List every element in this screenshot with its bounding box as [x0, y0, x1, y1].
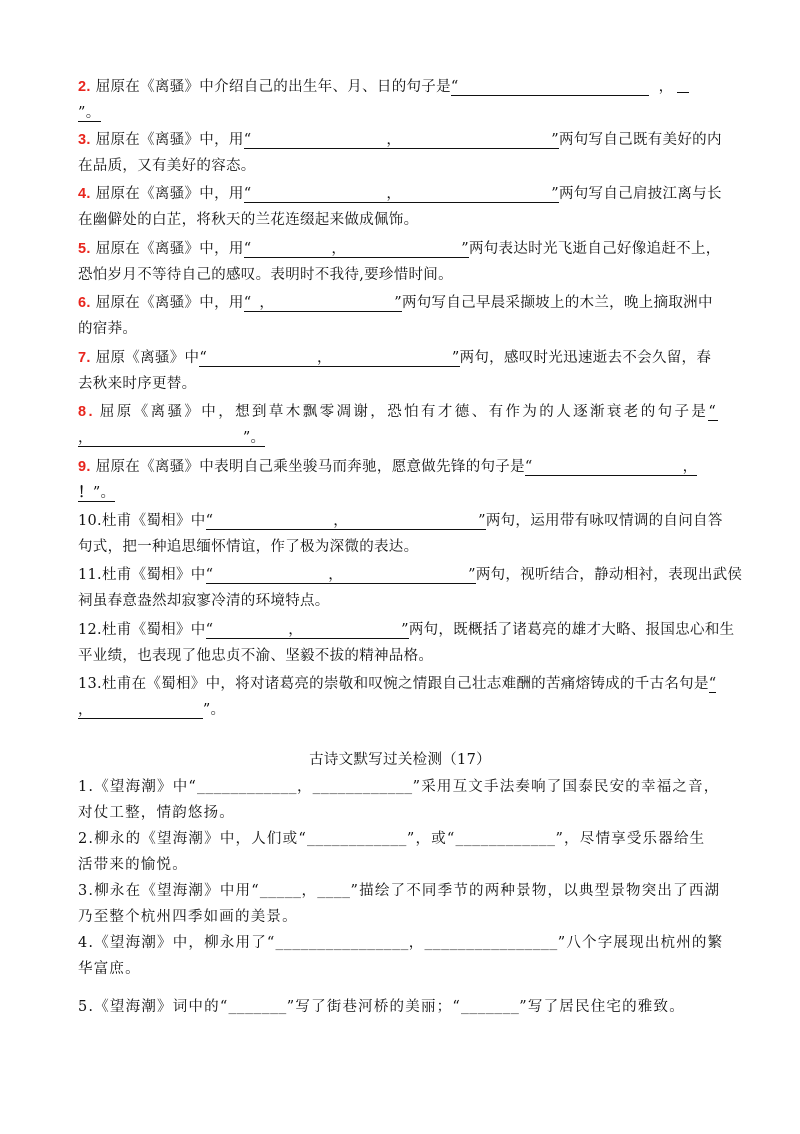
question-text: 5.《望海潮》词中的“ — [78, 999, 229, 1015]
answer-blank: ____________ — [197, 780, 297, 795]
question-number: 9. — [78, 459, 91, 475]
question-text: 两句表达时光飞逝自己好像追赶不上， — [468, 241, 721, 257]
answer-blank: ， — [78, 702, 203, 719]
question-text: 屈原在《离骚》中介绍自己的出生年、月、日的句子是 — [95, 79, 451, 95]
answer-blank: “ ， ” — [243, 132, 559, 148]
answer-blank: ！”。 — [78, 484, 116, 501]
question-4 — [78, 181, 728, 233]
question-number: 6. — [78, 295, 91, 311]
question-text: 恐怕岁月不等待自己的感叹。表明时不我待,要珍惜时间。 — [78, 267, 453, 283]
question-text: ”采用互文手法奏响了国泰民安的幸福之音， — [412, 779, 720, 795]
question-text: 乃至整个杭州四季如画的美景。 — [78, 909, 298, 925]
question-text: ”八个字展现出杭州的繁 — [557, 935, 724, 951]
question-5 — [78, 236, 728, 288]
question-text: 屈原在《离骚》中，用 — [95, 241, 244, 257]
question-number: 11. — [78, 567, 102, 583]
question-2 — [78, 74, 728, 126]
separator: ， — [408, 935, 425, 951]
question-text: 祠虽春意盎然却寂寥冷清的环境特点。 — [78, 593, 330, 609]
section2-question-4 — [78, 930, 728, 982]
question-9 — [78, 454, 728, 506]
question-number: 5. — [78, 241, 91, 257]
answer-blank: ， ”。 — [78, 430, 266, 446]
answer-blank: “ — [708, 404, 719, 420]
answer-blank: _____ — [259, 884, 302, 899]
question-text: 两句，运用带有咏叹情调的自问自答 — [485, 513, 723, 529]
question-text: 两句，感叹时光迅速逝去不会久留，春 — [459, 350, 712, 366]
section-title: 古诗文默写过关检测（17） — [309, 752, 491, 768]
section2-question-5 — [78, 994, 728, 1020]
question-text: 屈原在《离骚》中，用 — [95, 186, 244, 202]
question-12 — [78, 617, 735, 669]
question-text: ”描绘了不同季节的两种景物，以典型景物突出了西湖 — [350, 883, 721, 899]
separator: ， — [296, 779, 313, 795]
question-text: ”。 — [202, 702, 226, 718]
question-text: 杜甫在《蜀相》中，将对诸葛亮的崇敬和叹惋之情跟自己壮志难酬的苦痛熔铸成的千古名句是 — [101, 676, 709, 692]
question-text: 屈原在《离骚》中，用 — [95, 132, 244, 148]
answer-blank: ____________ — [455, 832, 556, 847]
answer-blank: ________________ — [275, 936, 409, 951]
answer-blank: ________________ — [424, 936, 558, 951]
question-text: 两句写自己早晨采撷坡上的木兰，晚上摘取洲中 — [401, 295, 713, 311]
question-text-end: ”。 — [78, 105, 101, 121]
question-text: 3.柳永在《望海潮》中用“ — [78, 883, 260, 899]
question-number: 10. — [78, 513, 102, 529]
section2-question-1 — [78, 774, 728, 826]
question-8 — [78, 399, 728, 451]
answer-blank — [677, 76, 689, 93]
question-text: 两句，视听结合，静动相衬，表现出武侯 — [475, 567, 743, 583]
question-7 — [78, 345, 728, 397]
question-text: 的宿莽。 — [78, 321, 138, 337]
question-3 — [78, 127, 728, 179]
answer-blank: “ — [708, 676, 717, 692]
question-text: 两句，既概括了诸葛亮的雄才大略、报国忠心和生 — [408, 622, 735, 638]
question-number: 7. — [78, 350, 91, 366]
question-text: 2.柳永的《望海潮》中，人们或“ — [78, 831, 307, 847]
answer-blank: ____________ — [312, 780, 413, 795]
question-text: ”写了街巷河桥的美丽；“ — [286, 999, 461, 1015]
separator: ， — [301, 883, 318, 899]
question-text: 屈原在《离骚》中表明自己乘坐骏马而奔驰，愿意做先锋的句子是 — [95, 459, 525, 475]
section2-question-3 — [78, 878, 728, 930]
question-text: 杜甫《蜀相》中 — [101, 567, 206, 583]
answer-blank: “ — [451, 79, 649, 96]
question-number: 13. — [78, 676, 102, 692]
question-text: 去秋来时序更替。 — [78, 376, 197, 392]
question-number: 2. — [78, 79, 91, 95]
question-text: 屈原在《离骚》中，用 — [95, 295, 244, 311]
answer-blank: ____ — [317, 884, 351, 899]
answer-blank: “ ， ” — [205, 567, 476, 583]
question-10 — [78, 508, 728, 560]
question-6 — [78, 290, 728, 342]
section2-question-2 — [78, 826, 728, 878]
answer-blank: ____________ — [306, 832, 407, 847]
question-text: 杜甫《蜀相》中 — [101, 622, 206, 638]
answer-blank: “ ， ” — [205, 622, 409, 638]
question-text: 在品质，又有美好的容态。 — [78, 158, 256, 174]
answer-blank: “ ， ” — [205, 513, 486, 529]
answer-blank: “ ， ” — [243, 186, 559, 202]
question-text: 屈原《离骚》中 — [95, 350, 200, 366]
question-text: 活带来的愉悦。 — [78, 857, 188, 873]
answer-blank: “ ， ” — [243, 295, 402, 311]
question-text: 屈原《离骚》中，想到草木飘零凋谢，恐怕有才德、有作为的人逐渐衰老的句子是 — [99, 404, 709, 420]
question-number: 8. — [78, 404, 95, 420]
question-text: 对仗工整，情韵悠扬。 — [78, 805, 235, 821]
question-text: 两句写自己既有美好的内 — [558, 132, 722, 148]
answer-blank: _______ — [228, 1000, 287, 1015]
answer-blank: “ ， ” — [243, 241, 469, 257]
answer-blank: “ ， ” — [199, 350, 460, 366]
answer-blank: “ ， — [524, 459, 698, 475]
question-text: 1.《望海潮》中“ — [78, 779, 198, 795]
question-text: 句式，把一种追思缅怀情谊，作了极为深微的表达。 — [78, 539, 419, 555]
question-text: ”，尽情享受乐器给生 — [555, 831, 706, 847]
question-text: 在幽僻处的白芷，将秋天的兰花连缀起来做成佩饰。 — [78, 212, 419, 228]
question-text: 杜甫《蜀相》中 — [101, 513, 206, 529]
question-11 — [78, 562, 743, 614]
question-text: 平业绩，也表现了他忠贞不渝、坚毅不拔的精神品格。 — [78, 648, 434, 664]
question-number: 3. — [78, 132, 91, 148]
question-13 — [78, 671, 728, 723]
question-number: 12. — [78, 622, 102, 638]
separator: ， — [658, 79, 674, 95]
question-text: 两句写自己肩披江离与长 — [558, 186, 722, 202]
question-number: 4. — [78, 186, 91, 202]
question-text: ”，或“ — [406, 831, 456, 847]
question-text: 4.《望海潮》中，柳永用了“ — [78, 935, 276, 951]
answer-blank: _______ — [460, 1000, 520, 1015]
question-text: ”写了居民住宅的雅致。 — [519, 999, 685, 1015]
question-text: 华富庶。 — [78, 961, 141, 977]
